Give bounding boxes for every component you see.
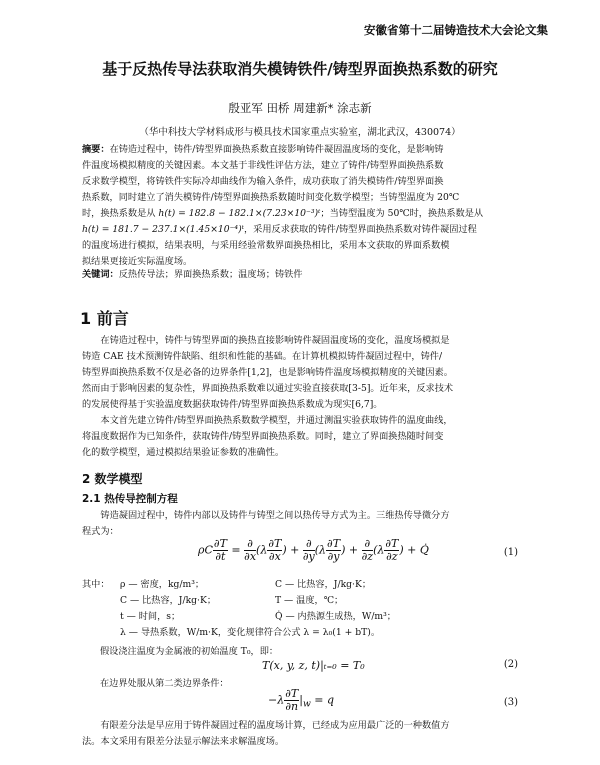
initial-condition-text: 假设浇注温度为金属液的初始温度 T₀，即： <box>100 646 279 657</box>
variable-T: T — 温度，℃； <box>275 595 344 606</box>
formula-h2: h(t) = 181.7 − 237.1×(1.45×10⁻⁴)ᵗ <box>82 224 244 235</box>
variable-t: t — 时间，s； <box>120 611 181 622</box>
text-line: 化的数学模型，通过模拟结果验证参数的准确性。 <box>82 447 285 458</box>
equation-1: ρC $\frac{\partial T}{\partial t}$ = $\frac{\partial}{\partial x}$ (λ $\frac{\partial T}{\partial x}$ ) + $\frac{\partial}{\partial y}$ (λ $\frac{\partial T}{\partial y}$ ) + $\frac{\partial}{\partial z}$ (λ $\frac{\partial T}{\partial z}$ ) + Q̇ <box>198 537 429 563</box>
abstract-line: 时，换热系数是从 <box>82 208 159 219</box>
keywords-label: 关键词： <box>82 269 119 280</box>
running-header: 安徽省第十二届铸造技术大会论文集 <box>364 23 548 37</box>
formula-h1: h(t) = 182.8 − 182.1×(7.23×10⁻³)ᵗ <box>158 208 321 219</box>
authors: 殷亚军 田桥 周建新* 涂志新 <box>228 101 372 115</box>
section-heading-intro: 1 前言 <box>80 309 129 328</box>
abstract-line: 件温度场模拟精度的关键因素。本文基于非线性评估方法，建立了铸件/铸型界面换热系数 <box>82 160 444 171</box>
text-line: 然而由于影响因素的复杂性，界面换热系数难以通过实验直接获取[3-5]。近年来，反求技术 <box>82 383 454 394</box>
where-label: 其中： <box>82 579 110 590</box>
abstract-line: 的温度场进行模拟，结果表明，与采用经验常数界面换热相比，采用本文获取的界面系数模 <box>82 240 450 251</box>
text-line: 铸造凝固过程中，铸件内部以及铸件与铸型之间以热传导方式为主。三维热传导微分方 <box>100 510 450 521</box>
abstract-label: 摘要： <box>82 144 110 155</box>
abstract-line: ，采用反求获取的铸件/铸型界面换热系数对铸件凝固过程 <box>243 224 477 235</box>
affiliation: （华中科技大学材料成形与模具技术国家重点实验室，湖北武汉，430074） <box>139 127 461 138</box>
section-heading-model: 2 数学模型 <box>82 472 143 486</box>
text-line: 铸型界面换热系数不仅是必备的边界条件[1,2]，也是影响铸件温度场模拟精度的关键因素。 <box>82 367 453 378</box>
variable-C: C — 比热容，J/kg·K； <box>275 579 372 590</box>
boundary-condition-text: 在边界处服从第二类边界条件： <box>100 678 229 689</box>
equation-2: T(x, y, z, t)|ₜ₌₀ = T₀ <box>262 659 365 672</box>
keywords-text: 反热传导法；界面换热系数；温度场；铸铁件 <box>118 269 303 280</box>
equation-3-number: (3) <box>503 697 518 708</box>
abstract-line: ；当铸型温度为 50℃时，换热系数是从 <box>320 208 484 219</box>
text-line: 铸造 CAE 技术预测铸件缺陷、组织和性能的基础。在计算机模拟铸件凝固过程中，铸件/ <box>82 351 443 362</box>
paper-title: 基于反热传导法获取消失模铸铁件/铸型界面换热系数的研究 <box>102 60 498 78</box>
equation-3-rhs: = q <box>314 693 335 707</box>
variable-rho: ρ — 密度，kg/m³； <box>120 579 205 590</box>
variable-C2: C — 比热容，J/kg·K； <box>120 595 217 606</box>
text-line: 有限差分法是早应用于铸件凝固过程的温度场计算，已经成为应用最广泛的一种数值方 <box>100 720 450 731</box>
abstract-line: 拟结果更接近实际温度场。 <box>82 256 193 267</box>
closing-paragraph <box>82 718 552 750</box>
intro-paragraph-1 <box>82 333 552 413</box>
keywords <box>82 266 303 280</box>
abstract-line: 热系数，同时建立了消失模铸件/铸型界面换热系数随时间变化数学模型；当铸型温度为 20℃ <box>82 192 460 203</box>
text-line: 程式为： <box>82 526 119 537</box>
variable-Q: Q̇ — 内热源生成热，W/m³； <box>275 611 396 622</box>
variable-lambda: λ — 导热系数，W/m·K，变化规律符合公式 λ = λ₀(1 + bT)。 <box>120 627 381 638</box>
abstract <box>82 142 552 270</box>
text-line: 本文首先建立铸件/铸型界面换热系数数学模型，并通过测温实验获取铸件的温度曲线， <box>100 415 453 426</box>
text-line: 将温度数据作为已知条件，获取铸件/铸型界面换热系数。同时，建立了界面换热随时间变 <box>82 431 444 442</box>
equation-1-number: (1) <box>503 547 518 558</box>
model-paragraph <box>82 508 552 540</box>
intro-paragraph-2 <box>82 413 552 461</box>
text-line: 的发展使得基于实验温度数据获取铸件/铸型界面换热系数成为现实[6,7]。 <box>82 399 383 410</box>
text-line: 法。本文采用有限差分法显示解法来求解温度场。 <box>82 736 285 747</box>
equation-3: −λ $\frac{\partial T}{\partial n}$ $|_w = q$ <box>268 687 335 713</box>
text-line: 在铸造过程中，铸件与铸型界面的换热直接影响铸件凝固温度场的变化，温度场模拟是 <box>100 335 450 346</box>
equation-2-number: (2) <box>503 659 518 670</box>
abstract-line: 反求数学模型，将铸铁件实际冷却曲线作为输入条件，成功获取了消失模铸件/铸型界面换 <box>82 176 444 187</box>
abstract-line: 在铸造过程中，铸件/铸型界面换热系数直接影响铸件凝固温度场的变化，是影响铸 <box>109 144 444 155</box>
subsection-heading: 2.1 热传导控制方程 <box>82 493 178 505</box>
